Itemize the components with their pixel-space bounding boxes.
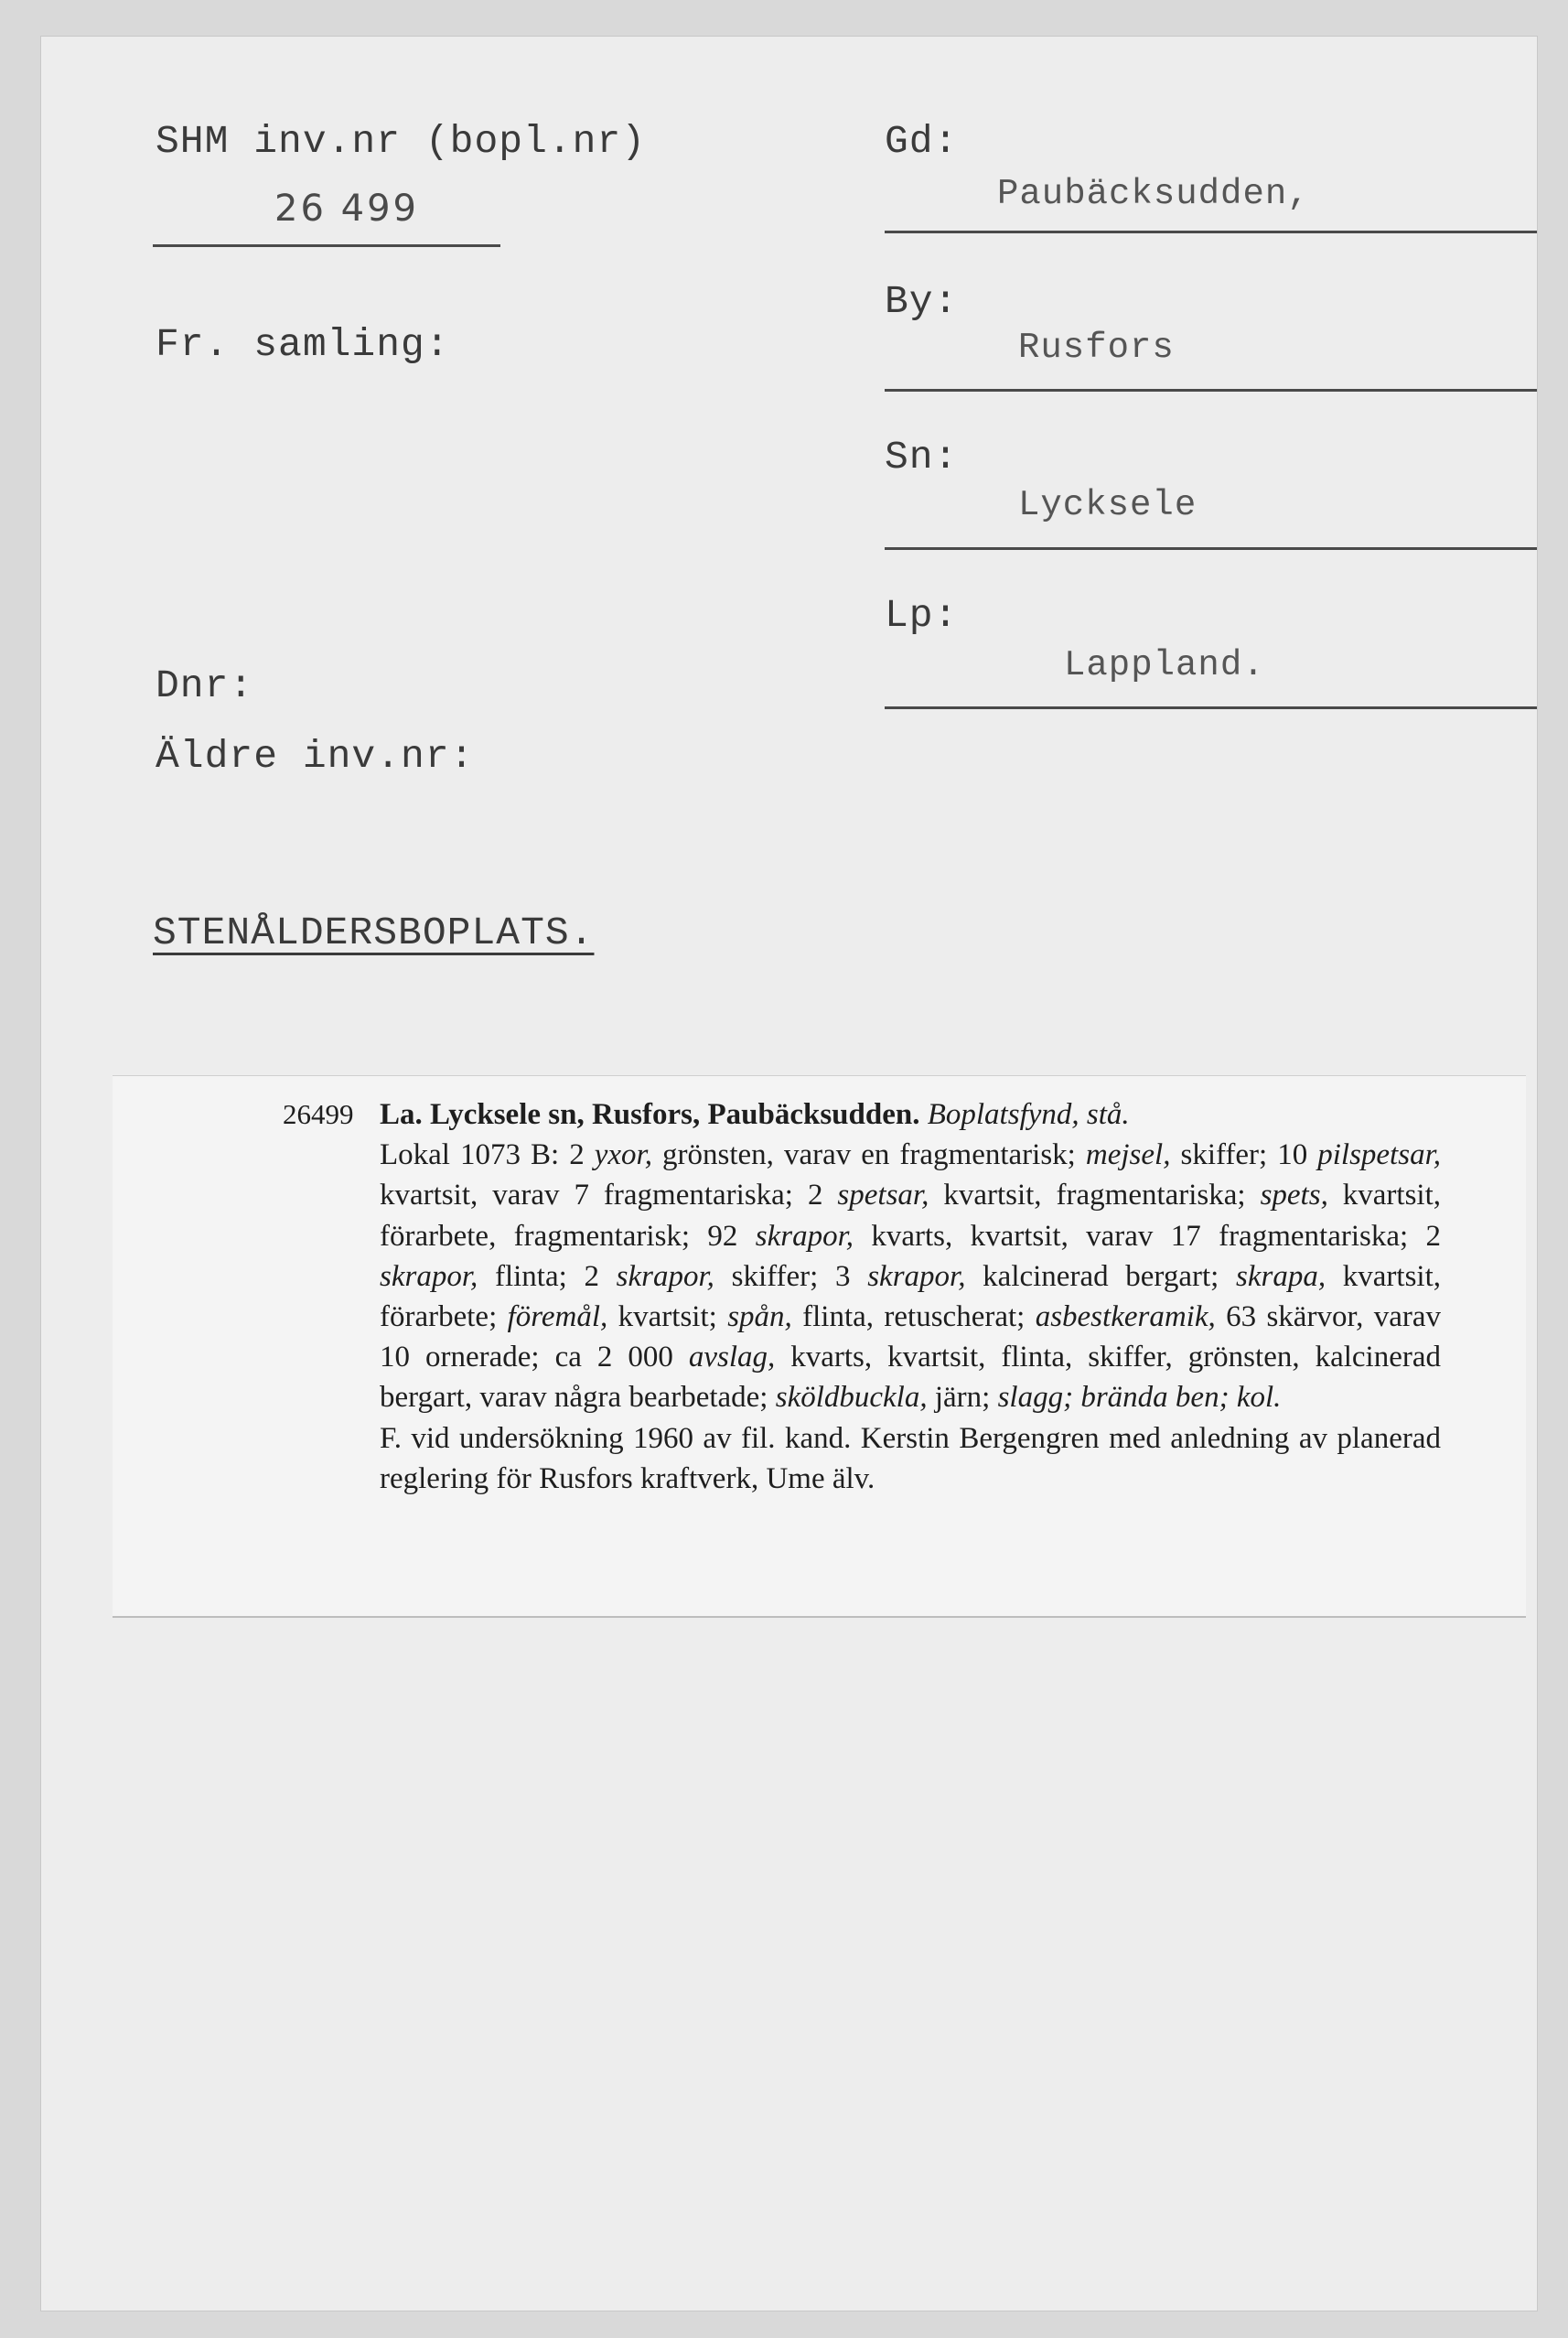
lp-label: Lp: — [885, 593, 959, 638]
catalog-card — [41, 37, 1537, 2311]
category-heading: STENÅLDERSBOPLATS. — [153, 910, 595, 955]
by-label: By: — [885, 279, 959, 324]
italic-term: föremål, — [507, 1300, 608, 1334]
text-segment: kvartsit, förarbete; — [380, 1259, 1441, 1334]
italic-term: yxor, — [594, 1138, 652, 1172]
inv-number: 26 499 — [274, 188, 419, 230]
text-segment: 63 skärvor, varav 10 ornerade; ca 2 000 — [380, 1300, 1442, 1374]
by-value: Rusfors — [1018, 328, 1175, 368]
sn-value: Lycksele — [1018, 485, 1197, 525]
italic-term: sköldbuckla, — [775, 1381, 928, 1415]
clipping-heading-italic: Boplatsfynd, stå. — [927, 1098, 1130, 1131]
text-segment: Lokal 1073 B: 2 — [380, 1138, 595, 1172]
italic-term: pilspetsar, — [1317, 1138, 1442, 1172]
catalog-clipping — [113, 1075, 1526, 1618]
inv-label: SHM inv.nr (bopl.nr) — [156, 119, 647, 164]
text-segment: grönsten, varav en fragmentarisk; — [652, 1138, 1086, 1172]
text-segment: skiffer; 10 — [1170, 1138, 1318, 1172]
italic-term: skrapor, — [616, 1259, 714, 1293]
text-segment: kalcinerad bergart; — [965, 1259, 1236, 1293]
inv-rule — [153, 244, 500, 247]
text-segment: kvarts, kvartsit, flinta, skiffer, grönsten, kalcinerad bergart, varav några bearbetade; — [380, 1341, 1441, 1415]
fr-samling-label: Fr. samling: — [156, 322, 450, 367]
italic-term: spets, — [1260, 1179, 1328, 1212]
text-segment: kvartsit; — [607, 1300, 728, 1334]
italic-term: mejsel, — [1085, 1138, 1171, 1172]
text-segment: flinta; 2 — [478, 1259, 617, 1293]
clipping-heading-line — [380, 1094, 1441, 1135]
clipping-heading: La. Lycksele sn, Rusfors, Paubäcksudden. — [380, 1098, 920, 1131]
clipping-paragraph-source: F. vid undersökning 1960 av fil. kand. Kerstin Bergengren med anledning av planerad reglering för Rusfors kraftverk, Ume älv. — [380, 1421, 1441, 1495]
text-segment: kvartsit, förarbete, fragmentarisk; 92 — [380, 1179, 1442, 1253]
text-segment: järn; — [927, 1381, 998, 1415]
aldre-inv-label: Äldre inv.nr: — [156, 734, 475, 779]
text-segment: flinta, retuscherat; — [791, 1300, 1036, 1334]
italic-term: spån, — [727, 1300, 792, 1334]
clipping-paragraph-finds — [380, 1135, 1441, 1417]
italic-term: skrapa, — [1235, 1259, 1326, 1293]
sn-label: Sn: — [885, 435, 959, 479]
gd-value: Paubäcksudden, — [997, 174, 1310, 214]
italic-term: spetsar, — [837, 1179, 929, 1212]
italic-term: asbestkeramik, — [1035, 1300, 1216, 1334]
italic-term: skrapor, — [380, 1259, 478, 1293]
text-segment: kvartsit, varav 7 fragmentariska; 2 — [380, 1179, 838, 1212]
italic-term: slagg; brända ben; kol. — [997, 1381, 1282, 1415]
clipping-text — [380, 1094, 1441, 1499]
text-segment: kvarts, kvartsit, varav 17 fragmentariska; 2 — [854, 1219, 1441, 1253]
text-segment: kvartsit, fragmentariska; — [929, 1179, 1261, 1212]
dnr-label: Dnr: — [156, 663, 254, 708]
lp-value: Lappland. — [1064, 645, 1265, 685]
italic-term: skrapor, — [755, 1219, 854, 1253]
italic-term: avslag, — [688, 1341, 776, 1374]
by-rule — [885, 389, 1537, 392]
italic-term: skrapor, — [867, 1259, 966, 1293]
gd-rule — [885, 231, 1537, 233]
lp-rule — [885, 706, 1537, 709]
text-segment: skiffer; 3 — [714, 1259, 868, 1293]
clipping-number: 26499 — [283, 1098, 354, 1130]
gd-label: Gd: — [885, 119, 959, 164]
sn-rule — [885, 547, 1537, 550]
